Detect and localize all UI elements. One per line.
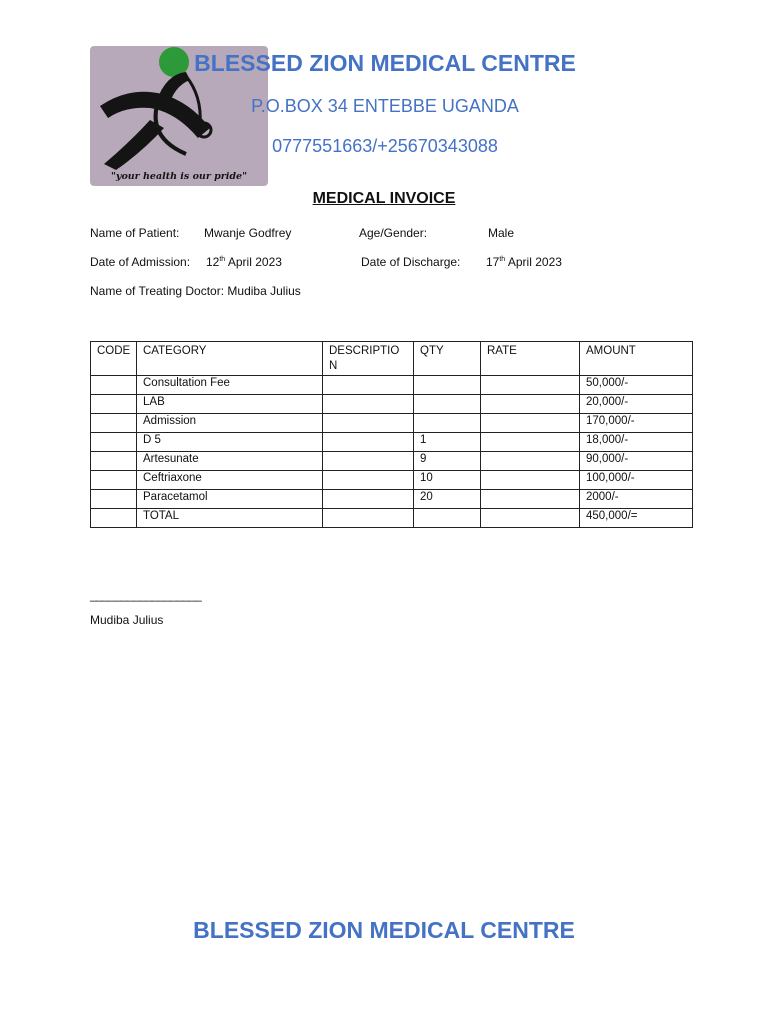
cell-rate [481, 433, 580, 452]
cell-description [323, 395, 414, 414]
table-row [91, 471, 693, 490]
logo-slogan: "your health is our pride" [110, 171, 248, 182]
cell-rate [481, 471, 580, 490]
col-header-description: DESCRIPTION [323, 342, 414, 376]
cell-description [323, 414, 414, 433]
cell-code [91, 509, 137, 528]
cell-category: Admission [137, 414, 323, 433]
cell-code [91, 471, 137, 490]
centre-address: P.O.BOX 34 ENTEBBE UGANDA [251, 96, 519, 116]
admission-date: 12th April 2023 [206, 255, 282, 269]
cell-rate [481, 490, 580, 509]
cell-category: D 5 [137, 433, 323, 452]
cell-code [91, 433, 137, 452]
col-header-rate: RATE [481, 342, 580, 376]
cell-qty: 9 [414, 452, 481, 471]
cell-rate [481, 452, 580, 471]
cell-rate [481, 395, 580, 414]
treating-doctor: Name of Treating Doctor: Mudiba Julius [90, 284, 301, 298]
cell-amount: 90,000/- [580, 452, 693, 471]
cell-qty [414, 376, 481, 395]
cell-amount: 170,000/- [580, 414, 693, 433]
table-row [91, 490, 693, 509]
table-row [91, 433, 693, 452]
cell-qty: 1 [414, 433, 481, 452]
cell-category: TOTAL [137, 509, 323, 528]
cell-category: Paracetamol [137, 490, 323, 509]
cell-amount: 20,000/- [580, 395, 693, 414]
cell-description [323, 433, 414, 452]
centre-phone: 0777551663/+25670343088 [272, 136, 498, 156]
col-header-amount: AMOUNT [580, 342, 693, 376]
cell-code [91, 414, 137, 433]
cell-description [323, 490, 414, 509]
cell-qty [414, 395, 481, 414]
cell-amount: 18,000/- [580, 433, 693, 452]
admission-label: Date of Admission: [90, 255, 191, 269]
patient-name-label: Name of Patient: [90, 226, 180, 240]
col-header-category: CATEGORY [137, 342, 323, 376]
cell-qty [414, 509, 481, 528]
table-header-row [91, 342, 693, 376]
cell-category: Artesunate [137, 452, 323, 471]
table-row [91, 452, 693, 471]
patient-name: Mwanje Godfrey [204, 226, 292, 240]
footer-centre-name: BLESSED ZION MEDICAL CENTRE [193, 917, 575, 943]
invoice-title: MEDICAL INVOICE [312, 190, 456, 207]
cell-description [323, 376, 414, 395]
cell-description [323, 452, 414, 471]
cell-description [323, 509, 414, 528]
cell-amount: 2000/- [580, 490, 693, 509]
table-row [91, 414, 693, 433]
discharge-date: 17th April 2023 [486, 255, 562, 269]
cell-amount: 100,000/- [580, 471, 693, 490]
col-header-code: CODE [91, 342, 137, 376]
cell-category: Consultation Fee [137, 376, 323, 395]
cell-rate [481, 376, 580, 395]
cell-category: LAB [137, 395, 323, 414]
cell-description [323, 471, 414, 490]
signature-line: __________________ [90, 588, 202, 602]
signature-name: Mudiba Julius [90, 613, 164, 627]
cell-code [91, 376, 137, 395]
age-gender-value: Male [488, 226, 515, 240]
cell-category: Ceftriaxone [137, 471, 323, 490]
age-gender-label: Age/Gender: [359, 226, 428, 240]
cell-amount: 50,000/- [580, 376, 693, 395]
centre-name: BLESSED ZION MEDICAL CENTRE [194, 50, 576, 76]
cell-qty: 10 [414, 471, 481, 490]
cell-code [91, 490, 137, 509]
cell-qty [414, 414, 481, 433]
cell-amount: 450,000/= [580, 509, 693, 528]
table-row [91, 376, 693, 395]
discharge-label: Date of Discharge: [361, 255, 461, 269]
col-header-qty: QTY [414, 342, 481, 376]
table-row [91, 395, 693, 414]
cell-code [91, 452, 137, 471]
cell-rate [481, 414, 580, 433]
cell-rate [481, 509, 580, 528]
cell-qty: 20 [414, 490, 481, 509]
table-total-row [91, 509, 693, 528]
cell-code [91, 395, 137, 414]
invoice-table [90, 341, 693, 528]
